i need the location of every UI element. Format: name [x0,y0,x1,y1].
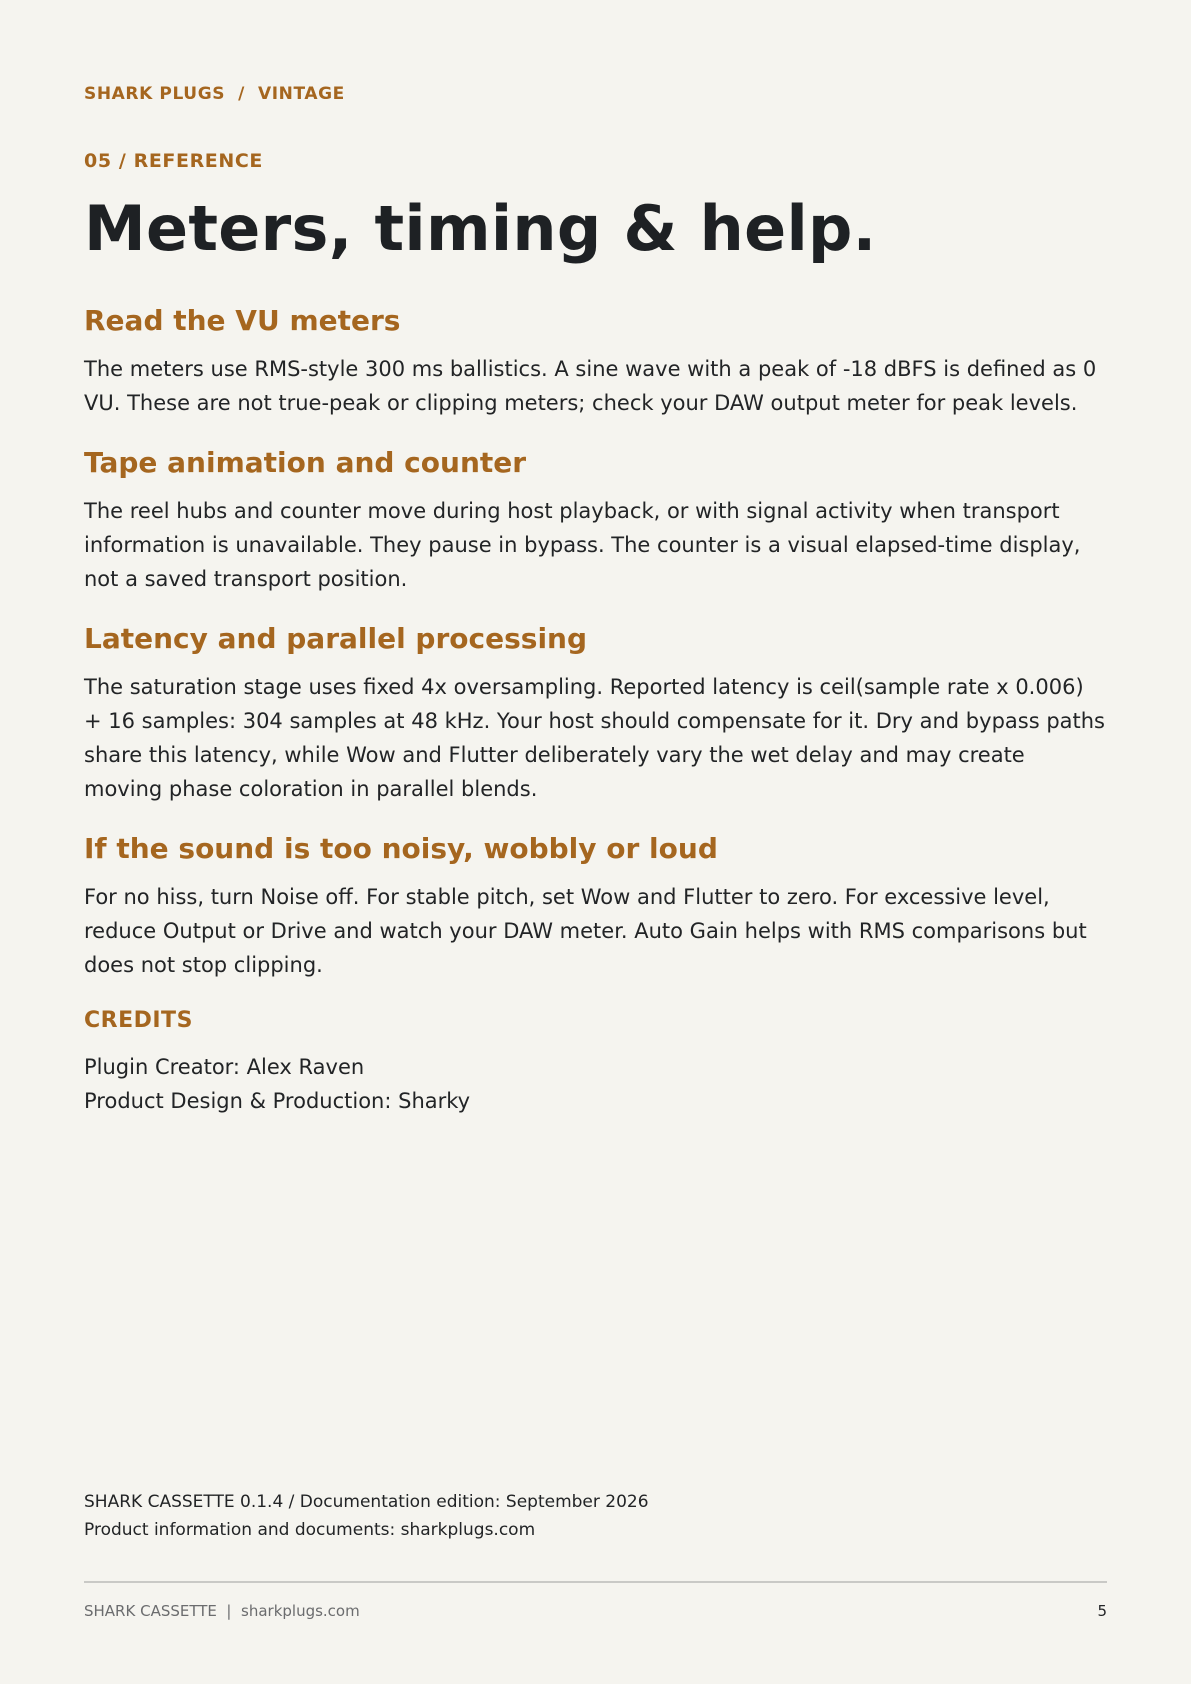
section-latency [84,618,1107,806]
section-tape-animation [84,442,1107,596]
section-troubleshooting [84,828,1107,982]
section-heading: Tape animation and counter [84,446,527,479]
brand-breadcrumb: SHARK PLUGS / VINTAGE [84,84,345,104]
footer-product: SHARK CASSETTE | sharkplugs.com [84,1602,360,1620]
section-body: The reel hubs and counter move during host playback, or with signal activity when transport information is unavailable. They pause in bypass. The counter is a visual elapsed-time display, not a saved transport position. [84,499,1081,591]
credits [84,1004,1107,1118]
section-vu-meters [84,300,1107,420]
credits-heading: CREDITS [84,1008,193,1033]
section-heading: If the sound is too noisy, wobbly or loud [84,832,718,865]
section-body: The meters use RMS-style 300 ms ballistics. A sine wave with a peak of -18 dBFS is defined as 0 VU. These are not true-peak or clipping meters; check your DAW output meter for peak levels. [84,357,1097,415]
page-number: 5 [1097,1602,1107,1620]
content [84,300,1107,1118]
section-body: The saturation stage uses fixed 4x oversampling. Reported latency is ceil(sample rate x 0.006) + 16 samples: 304 samples at 48 kHz. Your host should compensate for it. Dry and bypass paths share this latency, while Wow and Flutter deliberately vary the wet delay and may create moving phase coloration in parallel blends. [84,675,1106,801]
credit-line: Product Design & Production: Sharky [84,1089,471,1113]
edition-line: SHARK CASSETTE 0.1.4 / Documentation edition: September 2026 [84,1492,649,1512]
credits-list [84,1050,1107,1118]
footer-divider [84,1581,1107,1583]
edition-info [84,1488,649,1544]
page-title: Meters, timing & help. [84,192,877,265]
product-info-line: Product information and documents: sharkplugs.com [84,1520,536,1540]
document-page [84,0,1107,1684]
credit-line: Plugin Creator: Alex Raven [84,1055,365,1079]
section-heading: Latency and parallel processing [84,622,588,655]
section-body: For no hiss, turn Noise off. For stable pitch, set Wow and Flutter to zero. For excessive level, reduce Output or Drive and watch your DAW meter. Auto Gain helps with RMS comparisons but does not stop clipping. [84,885,1087,977]
section-heading: Read the VU meters [84,304,401,337]
section-number: 05 / REFERENCE [84,150,264,172]
